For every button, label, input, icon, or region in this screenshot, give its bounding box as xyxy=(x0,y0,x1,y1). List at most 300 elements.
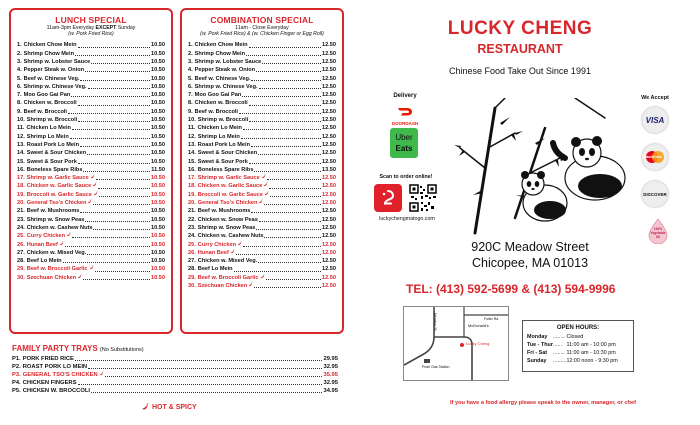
item-price: 10.50 xyxy=(151,183,165,190)
lucky-cheng-marker xyxy=(460,343,464,347)
item-number: 21. xyxy=(17,208,25,215)
item-price: 10.50 xyxy=(151,175,165,182)
leader-dots xyxy=(68,108,150,114)
combination-menu-item xyxy=(188,265,336,273)
item-price: 10.50 xyxy=(151,50,165,57)
discover-card-icon xyxy=(642,181,668,207)
party-tray-item xyxy=(12,363,338,371)
ubereats-logo xyxy=(390,128,418,158)
combination-menu-item xyxy=(188,282,336,290)
hours-day: Tue - Thur xyxy=(527,342,553,348)
combination-menu-item xyxy=(188,207,336,215)
lunch-menu-item xyxy=(17,249,165,257)
item-number: 23. xyxy=(188,224,196,231)
leader-dots xyxy=(262,58,321,64)
telephone-numbers[interactable]: TEL: (413) 592-5699 & (413) 594-9996 xyxy=(406,282,616,296)
leader-dots xyxy=(269,182,321,188)
open-hours-row xyxy=(527,349,618,357)
item-price: 10.50 xyxy=(151,249,165,256)
item-number: 2. xyxy=(17,50,22,57)
lunch-menu-item xyxy=(17,149,165,157)
item-price: 10.50 xyxy=(151,133,165,140)
hours-time: 12:00 noon - 9:30 pm xyxy=(566,358,618,364)
item-price: 12.50 xyxy=(322,125,336,132)
item-price: 10.50 xyxy=(151,241,165,248)
item-number: 17. xyxy=(17,175,25,182)
panda-right xyxy=(553,136,625,200)
leader-dots xyxy=(83,274,150,280)
item-name: Chicken Lo Mein xyxy=(26,125,71,132)
item-number: 15. xyxy=(188,158,196,165)
lunch-special-title: LUNCH SPECIAL xyxy=(55,15,127,25)
combination-menu-item xyxy=(188,99,336,107)
leader-dots xyxy=(70,133,150,139)
item-name: Sweet & Sour Chicken xyxy=(26,150,87,157)
lunch-menu-item xyxy=(17,108,165,116)
lunch-menu-item xyxy=(17,58,165,66)
leader-dots xyxy=(72,232,150,238)
lunch-menu-item xyxy=(17,274,165,282)
combination-menu-item xyxy=(188,91,336,99)
restaurant-subtitle: RESTAURANT xyxy=(477,42,563,56)
leader-dots xyxy=(258,257,321,263)
item-price: 10.50 xyxy=(151,258,165,265)
item-price: 10.50 xyxy=(151,92,165,99)
party-trays-title xyxy=(12,344,338,353)
item-price: 10.50 xyxy=(151,75,165,82)
lunch-menu-item xyxy=(17,174,165,182)
lunch-menu-item xyxy=(17,91,165,99)
combination-menu-item xyxy=(188,174,336,182)
item-number: 21. xyxy=(188,208,196,215)
lunch-menu-item xyxy=(17,216,165,224)
open-hours-box xyxy=(522,320,634,372)
leader-dots xyxy=(105,371,323,377)
leader-dots xyxy=(85,66,150,72)
item-price: 10.50 xyxy=(151,117,165,124)
item-price: 29.95 xyxy=(323,356,338,362)
hours-time: 11:00 am - 10:30 pm xyxy=(566,350,616,356)
leader-dots xyxy=(256,66,321,72)
item-name: Shrimp w. Lobster Sauce xyxy=(194,59,262,65)
hours-time: Closed xyxy=(566,334,584,340)
lunch-menu-item xyxy=(17,83,165,91)
item-number: 30. xyxy=(188,283,196,290)
item-name: Shrimp w. Broccoli xyxy=(197,117,249,124)
combination-menu-item xyxy=(188,274,336,282)
leader-dots xyxy=(243,241,321,247)
item-name: General Tso's Chicken xyxy=(26,200,87,207)
item-price: 10.50 xyxy=(151,216,165,223)
item-number: 8. xyxy=(17,100,22,107)
combination-menu-item xyxy=(188,232,336,240)
item-price: 11.50 xyxy=(151,166,165,173)
item-name: Chicken w. Mixed Veg. xyxy=(26,249,87,256)
hot-spicy-legend xyxy=(140,403,197,411)
hours-dots: ...... xyxy=(552,342,562,348)
veg-oil-vegetable: Vegetable xyxy=(650,230,666,235)
lunch-menu-item xyxy=(17,66,165,74)
lunch-menu-item xyxy=(17,75,165,83)
item-number: P2. xyxy=(12,364,21,370)
item-name: Shrimp w. Chinese Veg. xyxy=(23,83,87,90)
item-price: 12.50 xyxy=(322,216,336,223)
item-price: 12.50 xyxy=(322,67,336,74)
chili-pepper-icon xyxy=(248,282,253,287)
address-street: 920C Meadow Street xyxy=(471,240,589,254)
combination-menu-item xyxy=(188,58,336,66)
item-price: 10.50 xyxy=(151,83,165,90)
combination-menu-item xyxy=(188,133,336,141)
ubereats-label-uber: Uber xyxy=(395,133,413,142)
leader-dots xyxy=(259,83,321,89)
combination-menu-item xyxy=(188,241,336,249)
item-price: 10.50 xyxy=(151,200,165,207)
item-number: 24. xyxy=(188,233,196,240)
leader-dots xyxy=(241,133,321,139)
item-name: Beef Lo Mein xyxy=(26,258,62,265)
party-tray-item xyxy=(12,387,338,395)
item-name: Shrimp w. Garlic Sauce xyxy=(197,175,260,182)
item-name: Pepper Steak w. Onion xyxy=(194,67,256,74)
item-price: 10.50 xyxy=(151,125,165,132)
item-number: 6. xyxy=(17,83,22,90)
lunch-menu-item xyxy=(17,166,165,174)
vegetable-oil-badge xyxy=(647,218,669,244)
leader-dots xyxy=(80,207,150,213)
item-price: 10.50 xyxy=(151,224,165,231)
item-number: 4. xyxy=(188,67,193,74)
leader-dots xyxy=(256,224,321,230)
item-price: 12.50 xyxy=(322,200,336,207)
lunch-hours-except: EXCEPT xyxy=(95,25,117,31)
item-name: Chicken Chow Mein xyxy=(194,42,248,49)
item-price: 12.50 xyxy=(322,100,336,107)
open-hours-title: OPEN HOURS: xyxy=(556,325,600,331)
item-name: Sweet & Sour Pork xyxy=(26,158,77,165)
ordering-app-icon xyxy=(379,189,397,207)
item-name: CHICKEN W. BROCCOLI xyxy=(22,388,91,394)
item-price: 12.50 xyxy=(322,59,336,65)
doordash-logo xyxy=(385,103,425,125)
item-name: Chicken w. Broccoli xyxy=(23,100,77,107)
leader-dots xyxy=(91,58,150,64)
combination-menu-item xyxy=(188,66,336,74)
item-name: Chicken w. Mixed Veg. xyxy=(197,258,258,265)
family-party-trays xyxy=(12,344,338,395)
qr-code[interactable] xyxy=(409,184,437,212)
item-number: 20. xyxy=(188,200,196,207)
leader-dots xyxy=(78,379,323,385)
lunch-menu-item xyxy=(17,207,165,215)
item-number: 7. xyxy=(17,92,22,99)
item-name: Hunan Beef xyxy=(197,249,229,256)
leader-dots xyxy=(249,116,321,122)
ubereats-label-eats: Eats xyxy=(395,144,413,153)
leader-dots xyxy=(266,274,321,280)
combination-menu-item xyxy=(188,141,336,149)
visa-card-icon xyxy=(642,107,668,133)
location-map xyxy=(403,306,509,381)
item-name: CHICKEN FINGERS xyxy=(22,380,77,386)
map-mcdonalds: McDonald's xyxy=(468,323,489,328)
item-name: Chicken w. Snow Peas xyxy=(197,216,258,223)
combination-special-note: (w. Pork Fried Rice) & (w. Chicken Finger or Egg Roll) xyxy=(200,31,324,38)
item-name: Pepper Steak w. Onion xyxy=(23,67,85,74)
chili-pepper-icon xyxy=(263,182,268,187)
item-number: 24. xyxy=(17,224,25,231)
leader-dots xyxy=(99,191,150,197)
lunch-hours-post: Sunday xyxy=(116,25,136,31)
item-name: Boneless Spare Ribs xyxy=(26,166,83,173)
item-number: P5. xyxy=(12,388,21,394)
leader-dots xyxy=(80,141,150,147)
item-number: 11. xyxy=(17,125,25,132)
combination-menu-item xyxy=(188,216,336,224)
leader-dots xyxy=(91,387,322,393)
lunch-hours-pre: 11am-3pm Everyday xyxy=(46,25,96,31)
restaurant-tagline: Chinese Food Take Out Since 1991 xyxy=(449,66,591,76)
leader-dots xyxy=(71,91,150,97)
item-price: 10.50 xyxy=(151,191,165,198)
leader-dots xyxy=(65,241,150,247)
item-price: 10.50 xyxy=(151,108,165,115)
item-price: 12.50 xyxy=(322,83,336,90)
leader-dots xyxy=(249,99,321,105)
item-name: Shrimp Lo Mein xyxy=(26,133,69,140)
item-price: 10.50 xyxy=(151,208,165,215)
item-name: Chicken Lo Mein xyxy=(197,125,242,132)
leader-dots xyxy=(270,191,321,197)
leader-dots xyxy=(259,216,321,222)
item-number: 16. xyxy=(17,166,25,173)
leader-dots xyxy=(236,249,321,255)
combination-menu-list xyxy=(188,41,336,290)
party-tray-item xyxy=(12,355,338,363)
leader-dots xyxy=(246,50,321,56)
item-price: 12.50 xyxy=(322,208,336,215)
combination-menu-item xyxy=(188,257,336,265)
leader-dots xyxy=(78,158,150,164)
hot-spicy-label: HOT & SPICY xyxy=(152,403,197,411)
item-number: 26. xyxy=(17,241,25,248)
item-number: 26. xyxy=(188,249,196,256)
party-trays-heading: FAMILY PARTY TRAYS xyxy=(12,344,98,353)
item-name: Chicken w. Garlic Sauce xyxy=(26,183,92,190)
item-price: 12.50 xyxy=(322,150,336,157)
item-price: 12.50 xyxy=(322,241,336,248)
item-number: 25. xyxy=(17,233,25,240)
leader-dots xyxy=(95,265,150,271)
item-name: Shrimp w. Chinese Veg. xyxy=(194,83,258,90)
leader-dots xyxy=(78,41,150,47)
restaurant-name: LUCKY CHENG xyxy=(447,18,593,39)
item-number: 15. xyxy=(17,158,25,165)
item-number: 19. xyxy=(17,191,25,198)
lunch-menu-item xyxy=(17,141,165,149)
map-road-fuller: Fuller Rd. xyxy=(484,317,500,321)
item-name: Beef w. Broccoli Garlic xyxy=(197,274,259,281)
hours-dots: ........ xyxy=(552,350,565,356)
item-name: Broccoli w. Garlic Sauce xyxy=(197,191,263,198)
lunch-menu-item xyxy=(17,241,165,249)
discover-label: DISCOVER xyxy=(643,191,667,197)
party-tray-item xyxy=(12,371,338,379)
item-number: 30. xyxy=(17,274,25,281)
item-price: 12.50 xyxy=(322,133,336,140)
item-number: 9. xyxy=(17,108,22,115)
leader-dots xyxy=(75,355,323,361)
address-city: Chicopee, MA 01013 xyxy=(471,256,589,270)
item-number: 25. xyxy=(188,241,196,248)
chili-pepper-icon xyxy=(93,191,98,196)
combination-menu-item xyxy=(188,75,336,83)
hours-dots: ........ xyxy=(552,334,565,340)
item-name: Chicken w. Garlic Sauce xyxy=(197,183,263,190)
chili-pepper-icon xyxy=(264,191,269,196)
chili-pepper-icon xyxy=(77,274,82,279)
combination-special-title: COMBINATION SPECIAL xyxy=(210,15,314,25)
item-price: 12.50 xyxy=(322,108,336,115)
item-name: Broccoli w. Garlic Sauce xyxy=(26,191,92,198)
item-name: Moo Goo Gai Pan xyxy=(23,92,71,99)
leader-dots xyxy=(98,182,150,188)
item-price: 12.50 xyxy=(322,191,336,198)
item-price: 12.50 xyxy=(322,117,336,124)
veg-oil-percent: 100% xyxy=(653,227,663,231)
item-name: Chicken w. Broccoli xyxy=(194,100,248,107)
chili-pepper-icon xyxy=(66,232,71,237)
leader-dots xyxy=(254,166,321,172)
item-price: 32.95 xyxy=(323,364,338,370)
lunch-menu-item xyxy=(17,191,165,199)
item-price: 10.50 xyxy=(151,67,165,74)
item-number: 11. xyxy=(188,125,196,132)
item-name: GENERAL TSO'S CHICKEN xyxy=(22,372,98,378)
item-price: 12.50 xyxy=(322,141,336,148)
panda-left xyxy=(521,171,567,221)
item-price: 32.95 xyxy=(323,380,338,386)
item-name: Moo Goo Gai Pan xyxy=(194,92,242,99)
item-name: Beef w. Broccoli xyxy=(194,108,238,115)
we-accept-label: We Accept xyxy=(641,95,669,101)
item-number: 6. xyxy=(188,83,193,90)
leader-dots xyxy=(239,108,321,114)
item-number: 16. xyxy=(188,166,196,173)
chili-pepper-icon xyxy=(99,371,104,376)
item-name: Shrimp w. Broccoli xyxy=(26,117,78,124)
item-name: Szechuan Chicken xyxy=(26,274,77,281)
leader-dots xyxy=(88,83,150,89)
combination-menu-item xyxy=(188,124,336,132)
item-price: 12.50 xyxy=(322,266,336,273)
item-number: 1. xyxy=(188,42,193,49)
item-name: Beef w. Mushrooms xyxy=(197,208,251,215)
item-number: 3. xyxy=(17,59,22,65)
item-number: 27. xyxy=(188,258,196,265)
lunch-menu-item xyxy=(17,182,165,190)
item-number: 10. xyxy=(188,117,196,124)
item-number: 18. xyxy=(17,183,25,190)
item-number: 14. xyxy=(188,150,196,157)
item-name: Boneless Spare Ribs xyxy=(197,166,254,173)
order-online-icon[interactable] xyxy=(374,184,402,212)
leader-dots xyxy=(251,207,321,213)
item-price: 10.50 xyxy=(151,59,165,65)
item-number: 19. xyxy=(188,191,196,198)
item-name: Beef w. Chinese Veg. xyxy=(23,75,80,82)
leader-dots xyxy=(242,91,321,97)
item-name: PORK FRIED RICE xyxy=(22,356,74,362)
order-online-url[interactable]: luckychengmatogo.com xyxy=(379,216,435,222)
doordash-label: DOORDASH xyxy=(391,121,419,126)
leader-dots xyxy=(251,141,321,147)
item-name: ROAST PORK LO MEIN xyxy=(22,364,88,370)
item-price: 12.50 xyxy=(322,274,336,281)
item-number: 7. xyxy=(188,92,193,99)
lunch-menu-item xyxy=(17,133,165,141)
item-number: 2. xyxy=(188,50,193,57)
item-number: P3. xyxy=(12,372,21,378)
combination-menu-item xyxy=(188,249,336,257)
item-price: 12.50 xyxy=(322,224,336,231)
item-name: General Tso's Chicken xyxy=(197,200,258,207)
map-gas-station: Pride Gas Station xyxy=(422,365,450,369)
open-hours-row xyxy=(527,333,618,341)
chili-pepper-icon xyxy=(59,241,64,246)
item-name: Beef w. Chinese Veg. xyxy=(194,75,251,82)
leader-dots xyxy=(78,99,150,105)
leader-dots xyxy=(264,232,321,238)
hours-dots: ......... xyxy=(552,358,567,364)
item-name: Roast Pork Lo Mein xyxy=(26,141,79,148)
item-price: 12.50 xyxy=(322,175,336,182)
lunch-menu-item xyxy=(17,116,165,124)
item-name: Shrimp Chow Mein xyxy=(194,50,246,57)
chili-pepper-icon xyxy=(237,241,242,246)
hours-time: 11:00 am - 10:00 pm xyxy=(566,342,616,348)
item-name: Shrimp w. Snow Peas xyxy=(197,224,256,231)
item-number: P1. xyxy=(12,356,21,362)
hours-day: Monday xyxy=(527,334,548,340)
visa-label: VISA xyxy=(645,115,665,125)
lunch-menu-item xyxy=(17,257,165,265)
leader-dots xyxy=(264,199,321,205)
leader-dots xyxy=(267,174,321,180)
item-name: Hunan Beef xyxy=(26,241,58,248)
item-name: Shrimp Chow Mein xyxy=(23,50,75,57)
leader-dots xyxy=(96,174,150,180)
lunch-menu-item xyxy=(17,50,165,58)
leader-dots xyxy=(249,41,321,47)
item-number: 3. xyxy=(188,59,193,65)
map-road-meadow: Meadow St. xyxy=(433,313,437,332)
item-price: 12.50 xyxy=(322,50,336,57)
open-hours-table xyxy=(527,333,618,365)
leader-dots xyxy=(93,224,150,230)
item-price: 12.50 xyxy=(322,158,336,165)
chili-pepper-icon xyxy=(260,274,265,279)
combination-menu-item xyxy=(188,108,336,116)
lunch-menu-item xyxy=(17,124,165,132)
lunch-menu-item xyxy=(17,158,165,166)
item-price: 10.50 xyxy=(151,100,165,107)
combination-special-box xyxy=(180,8,344,334)
item-price: 12.50 xyxy=(322,258,336,265)
combination-menu-item xyxy=(188,166,336,174)
item-name: Beef Lo Mein xyxy=(197,266,233,273)
item-number: 17. xyxy=(188,175,196,182)
